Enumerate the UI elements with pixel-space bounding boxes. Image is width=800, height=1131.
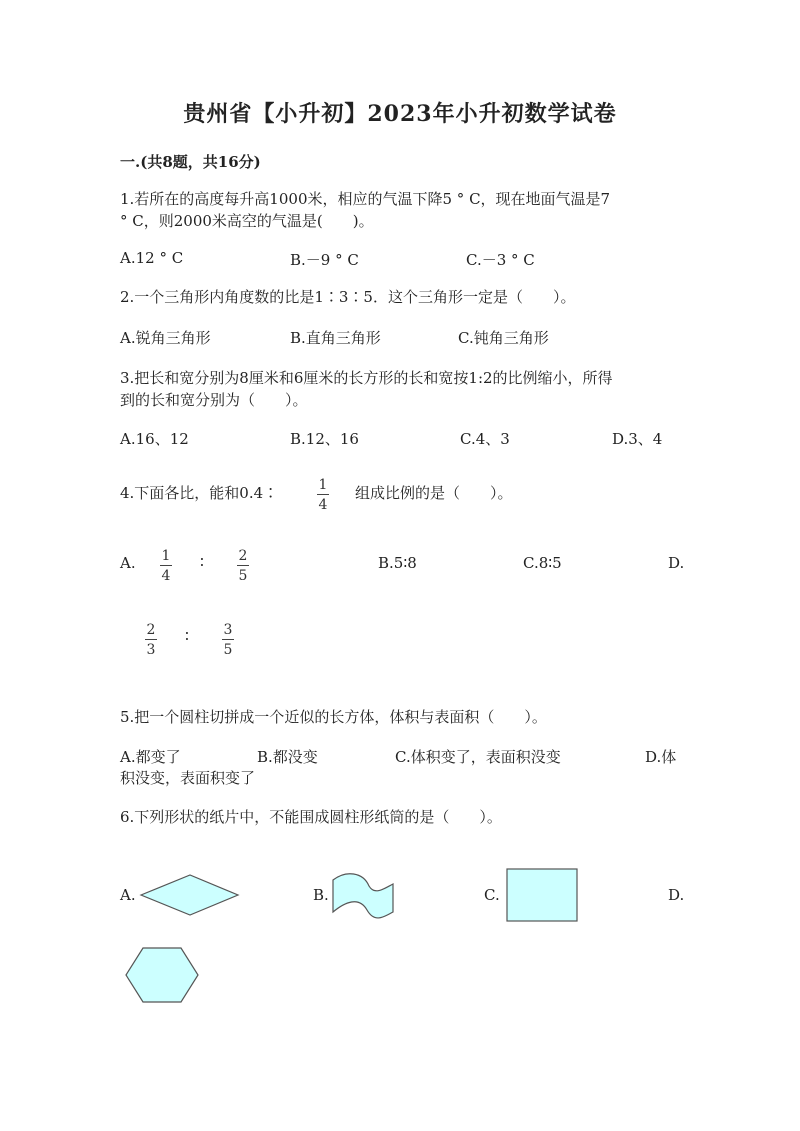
question-5-option-c: C.体积变了，表面积没变 [395,748,561,766]
question-4-stem-end: 组成比例的是（ ）。 [355,484,513,502]
question-4-option-d: D. [668,554,685,572]
question-5-option-d: D.体 [645,748,677,766]
question-3-option-d: D.3、4 [612,430,663,448]
question-1-line-2: ° C，则2000米高空的气温是( )。 [120,212,374,230]
question-4-option-a: A. [120,554,136,572]
question-4-option-c: C.8∶5 [523,554,562,572]
fraction-bar [237,565,249,566]
question-3-option-c: C.4、3 [460,430,510,448]
question-1-option-c: C.－3 ° C [466,251,535,269]
question-6-option-d: D. [668,886,685,904]
question-2-option-a: A.锐角三角形 [120,329,211,347]
fraction-bar [145,639,157,640]
question-1-line-1: 1.若所在的高度每升高1000米，相应的气温下降5 ° C，现在地面气温是7 [120,190,611,208]
question-2-line-1: 2.一个三角形内角度数的比是1∶3∶5．这个三角形一定是（ ）。 [120,288,576,306]
section-header: 一.(共8题，共16分) [120,153,261,171]
option-d-fraction-2 [222,622,234,658]
question-5-line-1: 5.把一个圆柱切拼成一个近似的长方体，体积与表面积（ ）。 [120,708,547,726]
question-5-option-a: A.都变了 [120,748,181,766]
question-6-line-1: 6.下列形状的纸片中，不能围成圆柱形纸筒的是（ ）。 [120,808,502,826]
question-6-option-a: A. [120,886,136,904]
question-6-option-c: C. [484,886,500,904]
option-d-ratio-colon: ∶ [185,627,189,645]
question-1-option-b: B.－9 ° C [290,251,359,269]
rhombus-icon [140,874,240,916]
rectangle-icon [506,868,578,922]
option-d-fraction-1 [145,622,157,658]
question-4-option-b: B.5∶8 [378,554,417,572]
hexagon-icon [125,947,199,1003]
fraction-bar [317,494,329,495]
wavy-flag-icon [331,874,395,918]
question-4-stem: 4.下面各比，能和0.4∶ [120,484,279,502]
fraction-denominator: 4 [318,497,328,513]
fraction-denominator: 4 [161,568,171,584]
fraction-denominator: 5 [238,568,248,584]
question-4-fraction [317,477,329,513]
option-a-fraction-2 [237,548,249,584]
question-3-option-a: A.16、12 [120,430,189,448]
fraction-denominator: 5 [223,642,233,658]
question-3-line-1: 3.把长和宽分别为8厘米和6厘米的长方形的长和宽按1:2的比例缩小，所得 [120,369,613,387]
fraction-bar [160,565,172,566]
page-title: 贵州省【小升初】2023年小升初数学试卷 [183,101,617,127]
question-1-option-a: A.12 ° C [120,249,184,267]
question-2-option-b: B.直角三角形 [290,329,381,347]
fraction-numerator: 3 [223,622,233,638]
fraction-numerator: 2 [146,622,156,638]
option-a-ratio-colon: ∶ [200,553,204,571]
question-5-option-d-continued: 积没变，表面积变了 [120,769,256,787]
question-3-option-b: B.12、16 [290,430,359,448]
question-6-option-b: B. [313,886,329,904]
fraction-numerator: 2 [238,548,248,564]
question-3-line-2: 到的长和宽分别为（ ）。 [120,391,308,409]
question-5-option-b: B.都没变 [257,748,318,766]
fraction-numerator: 1 [161,548,171,564]
option-a-fraction-1 [160,548,172,584]
fraction-bar [222,639,234,640]
question-2-option-c: C.钝角三角形 [458,329,549,347]
fraction-denominator: 3 [146,642,156,658]
fraction-numerator: 1 [318,477,328,493]
